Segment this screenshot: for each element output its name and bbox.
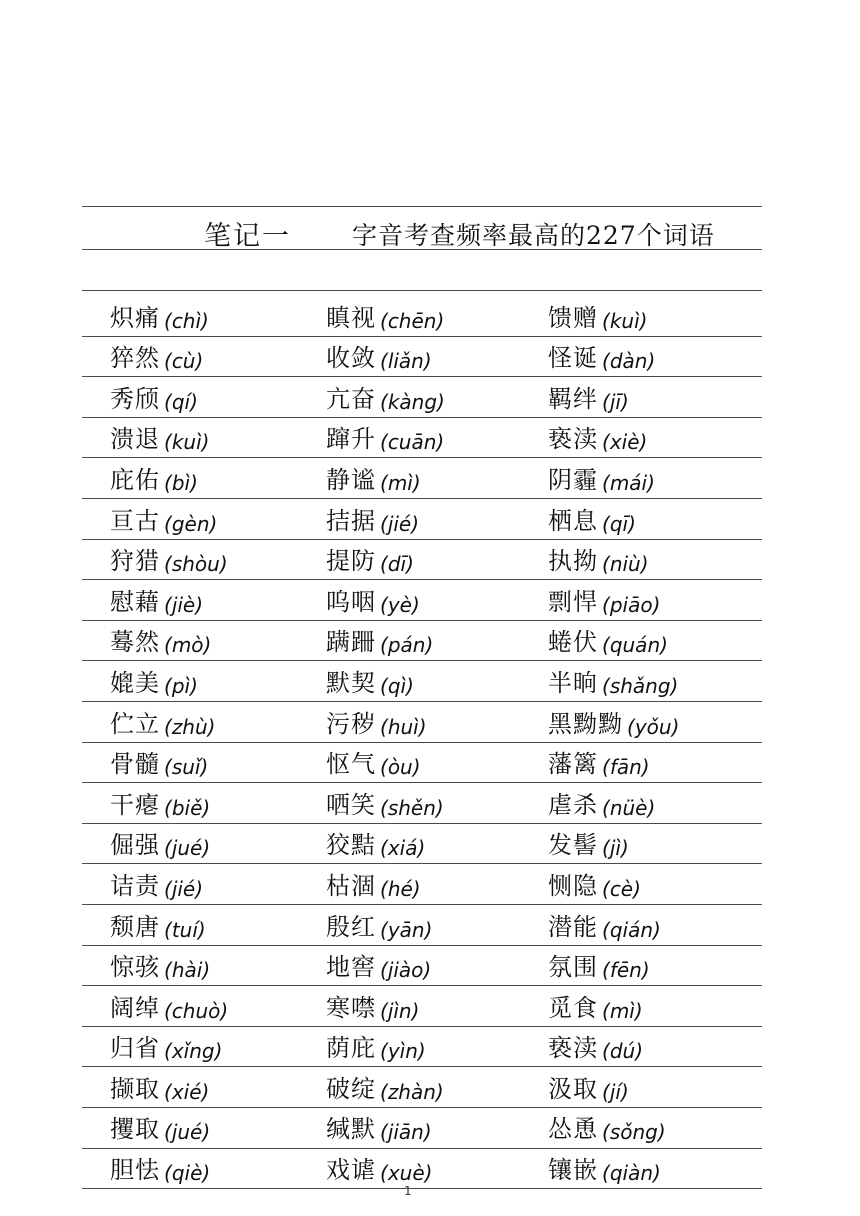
- entry-pinyin: (suǐ): [164, 755, 209, 780]
- entry-word: 哂笑: [326, 790, 376, 819]
- vocabulary-entry: [326, 1067, 444, 1108]
- entry-pinyin-text: xiè: [609, 430, 640, 455]
- entry-word: 氛围: [548, 953, 598, 982]
- vocabulary-entry: [326, 296, 444, 337]
- entry-pinyin-text: dī: [387, 552, 407, 577]
- entry-pinyin: (jiè): [164, 592, 204, 617]
- entry-pinyin: (jiào): [380, 958, 432, 983]
- entry-pinyin: (mò): [164, 633, 212, 658]
- entry-word: 狩猎: [110, 547, 160, 576]
- entry-word: 枯涸: [326, 871, 376, 900]
- entry-pinyin: (xǐng): [164, 1039, 223, 1064]
- entry-pinyin-text: shòu: [171, 552, 220, 577]
- entry-word: 瞋视: [326, 303, 376, 332]
- list-row: [82, 1027, 762, 1068]
- entry-word: 羁绊: [548, 384, 598, 413]
- entry-pinyin: (kuì): [602, 308, 648, 333]
- entry-pinyin-text: shǎng: [609, 673, 671, 698]
- list-row: [82, 946, 762, 987]
- entry-word: 亵渎: [548, 425, 598, 454]
- entry-word: 拮据: [326, 506, 376, 535]
- entry-pinyin-text: fān: [609, 755, 642, 780]
- entry-word: 惊骇: [110, 953, 160, 982]
- entry-pinyin: (shòu): [164, 552, 228, 577]
- list-row: [82, 580, 762, 621]
- entry-word: 觅食: [548, 993, 598, 1022]
- vocabulary-entry: [110, 580, 203, 621]
- entry-word: 破绽: [326, 1074, 376, 1103]
- entry-word: 撷取: [110, 1074, 160, 1103]
- vocabulary-entry: [326, 377, 445, 418]
- entry-pinyin: (cuān): [380, 430, 445, 455]
- entry-word: 提防: [326, 547, 376, 576]
- entry-pinyin-text: dú: [609, 1039, 636, 1064]
- entry-word: 怪诞: [548, 344, 598, 373]
- entry-pinyin-text: liǎn: [387, 349, 424, 374]
- entry-pinyin-text: jī: [609, 389, 621, 414]
- vocabulary-entry: [326, 1148, 432, 1189]
- entry-pinyin: (qì): [380, 673, 414, 698]
- entry-pinyin: (chuò): [164, 998, 229, 1023]
- vocabulary-entry: [110, 702, 215, 743]
- list-row: [82, 1108, 762, 1149]
- entry-pinyin-text: jiào: [387, 958, 424, 983]
- list-row: [82, 783, 762, 824]
- vocabulary-entry: [326, 418, 444, 459]
- entry-pinyin-text: òu: [387, 755, 413, 780]
- entry-pinyin: (jī): [602, 389, 629, 414]
- entry-word: 镶嵌: [548, 1156, 598, 1185]
- entry-pinyin: (yìn): [380, 1039, 426, 1064]
- vocabulary-entry: [548, 458, 655, 499]
- ruled-line: [82, 290, 762, 291]
- entry-pinyin-text: huì: [387, 714, 419, 739]
- entry-pinyin: (hài): [164, 958, 211, 983]
- entry-pinyin-text: bì: [171, 470, 191, 495]
- entry-word: 溃退: [110, 425, 160, 454]
- ruled-line: [82, 206, 762, 207]
- entry-word: 发髻: [548, 831, 598, 860]
- vocabulary-entry: [326, 458, 421, 499]
- vocabulary-entry: [548, 702, 679, 743]
- vocabulary-entry: [548, 661, 678, 702]
- entry-pinyin-text: jiè: [171, 592, 196, 617]
- entry-word: 慰藉: [110, 587, 160, 616]
- entry-pinyin: (gèn): [164, 511, 218, 536]
- vocabulary-entry: [110, 296, 209, 337]
- list-row: [82, 1148, 762, 1189]
- entry-pinyin: (jì): [602, 836, 629, 861]
- vocabulary-entry: [110, 377, 198, 418]
- entry-pinyin-text: xiá: [387, 836, 418, 861]
- entry-pinyin: (tuí): [164, 917, 206, 942]
- vocabulary-entry: [326, 1108, 432, 1149]
- entry-pinyin-text: jué: [171, 836, 203, 861]
- entry-word: 阔绰: [110, 993, 160, 1022]
- entry-pinyin-text: pán: [387, 633, 426, 658]
- vocabulary-entry: [548, 621, 668, 662]
- vocabulary-entry: [548, 1108, 666, 1149]
- entry-pinyin-text: qí: [171, 389, 191, 414]
- vocabulary-entry: [110, 946, 210, 987]
- entry-word: 收敛: [326, 344, 376, 373]
- entry-pinyin: (yè): [380, 592, 420, 617]
- vocabulary-entry: [548, 946, 650, 987]
- vocabulary-entry: [548, 499, 636, 540]
- entry-pinyin-text: mì: [387, 470, 413, 495]
- vocabulary-entry: [110, 499, 217, 540]
- entry-pinyin: (jué): [164, 836, 211, 861]
- entry-pinyin-text: cuān: [387, 430, 437, 455]
- entry-word: 怄气: [326, 750, 376, 779]
- entry-pinyin: (xiè): [602, 430, 648, 455]
- vocabulary-entry: [326, 743, 421, 784]
- vocabulary-entry: [110, 540, 228, 581]
- entry-pinyin: (zhù): [164, 714, 216, 739]
- entry-pinyin: (fēn): [602, 958, 650, 983]
- list-row: [82, 621, 762, 662]
- vocabulary-entry: [548, 1027, 643, 1068]
- entry-word: 庇佑: [110, 465, 160, 494]
- entry-pinyin: (kàng): [380, 389, 445, 414]
- vocabulary-entry: [326, 499, 419, 540]
- entry-word: 荫庇: [326, 1034, 376, 1063]
- entry-pinyin: (chēn): [380, 308, 445, 333]
- entry-word: 地窖: [326, 953, 376, 982]
- vocabulary-entry: [548, 824, 629, 865]
- vocabulary-entry: [110, 621, 211, 662]
- entry-pinyin: (jié): [380, 511, 420, 536]
- entry-word: 恻隐: [548, 871, 598, 900]
- entry-pinyin-text: dàn: [609, 349, 648, 374]
- entry-pinyin: (yān): [380, 917, 433, 942]
- entry-pinyin-text: jié: [387, 511, 412, 536]
- entry-pinyin-text: jìn: [387, 998, 412, 1023]
- vocabulary-entry: [548, 905, 661, 946]
- entry-pinyin: (kuì): [164, 430, 210, 455]
- entry-word: 蹒跚: [326, 628, 376, 657]
- entry-pinyin: (qiàn): [602, 1161, 661, 1186]
- list-row: [82, 824, 762, 865]
- entry-pinyin: (òu): [380, 755, 421, 780]
- vocabulary-entry: [326, 864, 421, 905]
- list-row: [82, 540, 762, 581]
- entry-word: 虐杀: [548, 790, 598, 819]
- entry-pinyin-text: yìn: [387, 1039, 418, 1064]
- entry-pinyin-text: shěn: [387, 795, 436, 820]
- entry-pinyin: (xuè): [380, 1161, 433, 1186]
- entry-pinyin-text: zhàn: [387, 1079, 436, 1104]
- entry-pinyin-text: jié: [171, 876, 196, 901]
- vocabulary-entry: [110, 337, 203, 378]
- entry-word: 黑黝黝: [548, 709, 623, 738]
- vocabulary-entry: [326, 702, 427, 743]
- vocabulary-entry: [548, 1148, 661, 1189]
- entry-pinyin-text: piāo: [609, 592, 653, 617]
- entry-pinyin: (xiá): [380, 836, 426, 861]
- entry-pinyin-text: mò: [171, 633, 204, 658]
- vocabulary-entry: [326, 337, 432, 378]
- vocabulary-list: [82, 296, 762, 1189]
- entry-pinyin-text: qiè: [171, 1161, 203, 1186]
- entry-pinyin: (jìn): [380, 998, 420, 1023]
- title-note-label: 笔记一: [204, 221, 291, 252]
- vocabulary-entry: [110, 661, 198, 702]
- entry-pinyin-text: xié: [171, 1079, 202, 1104]
- entry-pinyin-text: jiān: [387, 1120, 424, 1145]
- entry-word: 倔强: [110, 831, 160, 860]
- entry-word: 秀颀: [110, 384, 160, 413]
- entry-pinyin-text: jué: [171, 1120, 203, 1145]
- vocabulary-entry: [110, 1108, 210, 1149]
- list-row: [82, 905, 762, 946]
- entry-word: 默契: [326, 668, 376, 697]
- entry-pinyin-text: niù: [609, 552, 641, 577]
- vocabulary-entry: [110, 986, 228, 1027]
- entry-pinyin-text: fēn: [609, 958, 642, 983]
- list-row: [82, 661, 762, 702]
- entry-word: 亵渎: [548, 1034, 598, 1063]
- entry-pinyin-text: zhù: [171, 714, 208, 739]
- entry-word: 半晌: [548, 668, 598, 697]
- list-row: [82, 864, 762, 905]
- entry-word: 胆怯: [110, 1156, 160, 1185]
- vocabulary-entry: [110, 824, 210, 865]
- entry-word: 颓唐: [110, 912, 160, 941]
- entry-word: 蓦然: [110, 628, 160, 657]
- entry-pinyin: (jí): [602, 1079, 629, 1104]
- entry-pinyin: (pán): [380, 633, 434, 658]
- vocabulary-entry: [326, 783, 444, 824]
- entry-word: 亘古: [110, 506, 160, 535]
- entry-pinyin-text: jì: [609, 836, 621, 861]
- entry-pinyin-text: gèn: [171, 511, 210, 536]
- entry-pinyin-text: sǒng: [609, 1120, 658, 1145]
- entry-word: 骨髓: [110, 750, 160, 779]
- list-row: [82, 1067, 762, 1108]
- entry-pinyin: (piāo): [602, 592, 661, 617]
- entry-pinyin: (fān): [602, 755, 650, 780]
- entry-pinyin: (liǎn): [380, 349, 432, 374]
- vocabulary-entry: [548, 580, 660, 621]
- entry-word: 狡黠: [326, 831, 376, 860]
- entry-word: 归省: [110, 1034, 160, 1063]
- vocabulary-entry: [326, 540, 414, 581]
- entry-pinyin: (huì): [380, 714, 427, 739]
- entry-pinyin: (qián): [602, 917, 661, 942]
- vocabulary-entry: [110, 783, 210, 824]
- entry-pinyin-text: xuè: [387, 1161, 425, 1186]
- entry-pinyin-text: kuì: [171, 430, 202, 455]
- entry-pinyin: (hé): [380, 876, 421, 901]
- entry-word: 汲取: [548, 1074, 598, 1103]
- entry-pinyin: (biě): [164, 795, 211, 820]
- entry-pinyin-text: qiàn: [609, 1161, 653, 1186]
- vocabulary-entry: [326, 905, 432, 946]
- entry-word: 殷红: [326, 912, 376, 941]
- list-row: [82, 702, 762, 743]
- entry-pinyin-text: hài: [171, 958, 203, 983]
- entry-pinyin: (dú): [602, 1039, 643, 1064]
- entry-word: 伫立: [110, 709, 160, 738]
- entry-pinyin-text: kuì: [609, 308, 640, 333]
- entry-pinyin: (pì): [164, 673, 198, 698]
- entry-word: 蜷伏: [548, 628, 598, 657]
- entry-word: 干瘪: [110, 790, 160, 819]
- vocabulary-entry: [326, 946, 431, 987]
- vocabulary-entry: [548, 1067, 629, 1108]
- entry-pinyin-text: cù: [171, 349, 196, 374]
- vocabulary-entry: [326, 824, 425, 865]
- vocabulary-entry: [110, 864, 203, 905]
- vocabulary-entry: [548, 743, 650, 784]
- list-row: [82, 337, 762, 378]
- vocabulary-entry: [548, 783, 655, 824]
- vocabulary-entry: [110, 458, 198, 499]
- entry-pinyin: (quán): [602, 633, 668, 658]
- entry-word: 诘责: [110, 871, 160, 900]
- vocabulary-entry: [326, 1027, 426, 1068]
- entry-pinyin-text: biě: [171, 795, 203, 820]
- entry-pinyin-text: xǐng: [171, 1039, 215, 1064]
- entry-pinyin: (shěn): [380, 795, 444, 820]
- entry-pinyin-text: qián: [609, 917, 653, 942]
- entry-pinyin-text: hé: [387, 876, 413, 901]
- vocabulary-entry: [110, 743, 208, 784]
- list-row: [82, 377, 762, 418]
- entry-pinyin-text: tuí: [171, 917, 198, 942]
- entry-pinyin-text: mì: [609, 998, 635, 1023]
- vocabulary-entry: [548, 296, 647, 337]
- entry-word: 剽悍: [548, 587, 598, 616]
- entry-pinyin-text: cè: [609, 876, 634, 901]
- list-row: [82, 458, 762, 499]
- vocabulary-entry: [548, 418, 647, 459]
- vocabulary-entry: [548, 540, 649, 581]
- entry-pinyin-text: yè: [387, 592, 412, 617]
- entry-pinyin-text: suǐ: [171, 755, 201, 780]
- entry-pinyin: (sǒng): [602, 1120, 666, 1145]
- vocabulary-entry: [548, 986, 643, 1027]
- entry-pinyin: (mì): [380, 470, 421, 495]
- list-row: [82, 986, 762, 1027]
- entry-word: 戏谑: [326, 1156, 376, 1185]
- entry-pinyin: (chì): [164, 308, 209, 333]
- page-number: 1: [404, 1184, 412, 1198]
- entry-pinyin: (cù): [164, 349, 204, 374]
- entry-pinyin-text: yǒu: [634, 714, 672, 739]
- vocabulary-entry: [548, 337, 655, 378]
- entry-pinyin: (cè): [602, 876, 641, 901]
- entry-pinyin: (nüè): [602, 795, 656, 820]
- vocabulary-entry: [326, 661, 414, 702]
- vocabulary-entry: [110, 1067, 209, 1108]
- entry-word: 藩篱: [548, 750, 598, 779]
- entry-pinyin: (niù): [602, 552, 649, 577]
- entry-pinyin: (qī): [602, 511, 636, 536]
- entry-pinyin: (mái): [602, 470, 655, 495]
- vocabulary-entry: [548, 377, 629, 418]
- entry-pinyin: (jué): [164, 1120, 211, 1145]
- vocabulary-entry: [110, 418, 209, 459]
- entry-pinyin-text: kàng: [387, 389, 438, 414]
- entry-pinyin-text: quán: [609, 633, 661, 658]
- entry-pinyin: (bì): [164, 470, 198, 495]
- vocabulary-entry: [110, 1148, 210, 1189]
- entry-pinyin: (yǒu): [627, 714, 680, 739]
- entry-pinyin-text: qī: [609, 511, 629, 536]
- entry-pinyin-text: chì: [171, 308, 202, 333]
- entry-pinyin: (qí): [164, 389, 198, 414]
- entry-pinyin: (xié): [164, 1079, 210, 1104]
- entry-word: 潜能: [548, 912, 598, 941]
- entry-pinyin-text: pì: [171, 673, 191, 698]
- entry-pinyin-text: chuò: [171, 998, 221, 1023]
- entry-word: 亢奋: [326, 384, 376, 413]
- entry-word: 污秽: [326, 709, 376, 738]
- entry-pinyin: (jiān): [380, 1120, 432, 1145]
- title-heading: 字音考查频率最高的227个词语: [352, 221, 715, 250]
- entry-pinyin: (dī): [380, 552, 414, 577]
- vocabulary-entry: [110, 905, 206, 946]
- entry-word: 执拗: [548, 547, 598, 576]
- entry-pinyin-text: jí: [609, 1079, 621, 1104]
- entry-pinyin-text: chēn: [387, 308, 437, 333]
- list-row: [82, 743, 762, 784]
- list-row: [82, 418, 762, 459]
- list-row: [82, 296, 762, 337]
- entry-word: 蹿升: [326, 425, 376, 454]
- entry-pinyin: (mì): [602, 998, 643, 1023]
- entry-word: 炽痛: [110, 303, 160, 332]
- entry-word: 静谧: [326, 465, 376, 494]
- entry-pinyin: (shǎng): [602, 673, 679, 698]
- entry-word: 馈赠: [548, 303, 598, 332]
- vocabulary-entry: [548, 864, 641, 905]
- ruled-line: [82, 1188, 762, 1189]
- entry-word: 栖息: [548, 506, 598, 535]
- entry-pinyin: (dàn): [602, 349, 656, 374]
- entry-word: 寒噤: [326, 993, 376, 1022]
- entry-pinyin-text: qì: [387, 673, 407, 698]
- entry-word: 怂恿: [548, 1115, 598, 1144]
- entry-pinyin: (qiè): [164, 1161, 211, 1186]
- page-title: [82, 212, 762, 252]
- entry-word: 阴霾: [548, 465, 598, 494]
- entry-word: 攫取: [110, 1115, 160, 1144]
- entry-pinyin-text: mái: [609, 470, 648, 495]
- list-row: [82, 499, 762, 540]
- vocabulary-entry: [326, 580, 420, 621]
- vocabulary-entry: [326, 621, 433, 662]
- entry-word: 猝然: [110, 344, 160, 373]
- entry-pinyin-text: nüè: [609, 795, 648, 820]
- entry-pinyin: (zhàn): [380, 1079, 444, 1104]
- entry-word: 缄默: [326, 1115, 376, 1144]
- vocabulary-entry: [110, 1027, 222, 1068]
- vocabulary-entry: [326, 986, 419, 1027]
- entry-pinyin: (jié): [164, 876, 204, 901]
- entry-word: 呜咽: [326, 587, 376, 616]
- entry-word: 媲美: [110, 668, 160, 697]
- entry-pinyin-text: yān: [387, 917, 425, 942]
